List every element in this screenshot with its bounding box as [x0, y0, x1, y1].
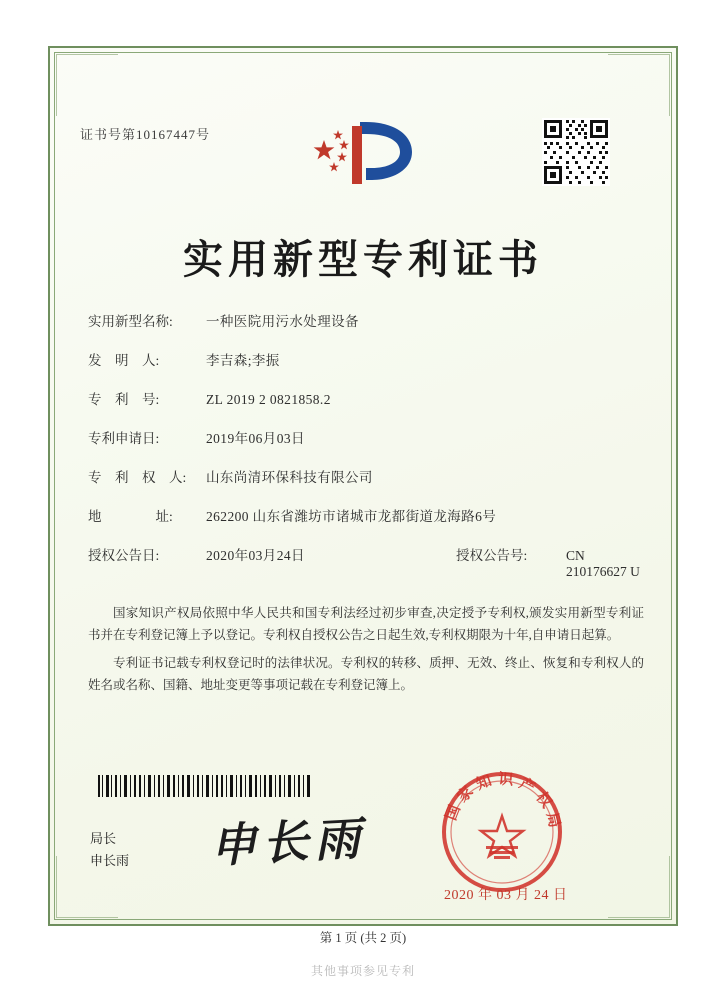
label-invention-name: 实用新型名称:	[88, 314, 173, 329]
field-row-patent-number	[88, 388, 648, 408]
legal-paragraph-2: 专利证书记载专利权登记时的法律状况。专利权的转移、质押、无效、终止、恢复和专利权人的姓名或名称、国籍、地址变更等事项记载在专利登记簿上。	[88, 656, 644, 692]
label-patent-number: 专 利 号:	[88, 392, 160, 407]
footer-note: 其他事项参见专利	[310, 964, 415, 978]
corner-ornament-top-right	[608, 54, 670, 116]
corner-ornament-bottom-right	[608, 856, 670, 918]
value-grant-number: CN 210176627 U	[566, 548, 640, 579]
legal-body-text	[88, 602, 644, 702]
qr-code-icon	[542, 118, 610, 186]
label-application-date: 专利申请日:	[88, 431, 160, 446]
page-title: 实用新型专利证书	[183, 236, 543, 283]
signature-role-label: 局长	[90, 831, 117, 846]
value-patentee: 山东尚清环保科技有限公司	[206, 470, 373, 485]
page-number: 第 1 页 (共 2 页)	[319, 931, 407, 945]
field-row-invention-name	[88, 310, 648, 330]
value-invention-name: 一种医院用污水处理设备	[206, 314, 359, 329]
field-list	[88, 310, 648, 599]
label-grant-number: 授权公告号:	[456, 548, 528, 563]
value-address: 262200 山东省潍坊市诸城市龙都街道龙海路6号	[206, 509, 497, 524]
value-inventor: 李吉森;李振	[206, 353, 280, 368]
cnipa-logo-icon	[300, 118, 420, 190]
legal-paragraph-1: 国家知识产权局依照中华人民共和国专利法经过初步审查,决定授予专利权,颁发实用新型专利证书并在专利登记簿上予以登记。专利权自授权公告之日起生效,专利权期限为十年,自申请日起算。	[88, 606, 644, 642]
official-seal-icon	[432, 762, 572, 902]
value-patent-number: ZL 2019 2 0821858.2	[206, 392, 331, 407]
field-row-inventor	[88, 349, 648, 369]
certificate-number: 证书号第10167447号	[80, 127, 211, 142]
label-inventor: 发 明 人:	[88, 353, 160, 368]
field-row-grant-announcement	[88, 544, 648, 580]
signature-labels	[90, 828, 129, 872]
label-patentee: 专 利 权 人:	[88, 470, 187, 485]
value-application-date: 2019年06月03日	[206, 431, 305, 446]
field-row-patentee	[88, 466, 648, 486]
label-address: 地 址:	[88, 509, 173, 524]
value-grant-date: 2020年03月24日	[206, 548, 305, 563]
seal-date: 2020 年 03 月 24 日	[444, 888, 568, 903]
handwritten-signature: 申长雨	[208, 810, 368, 874]
signature-name-label: 申长雨	[90, 853, 130, 868]
barcode-icon	[98, 775, 313, 797]
label-grant-date: 授权公告日:	[88, 548, 160, 563]
field-row-address	[88, 505, 648, 525]
field-row-application-date	[88, 427, 648, 447]
corner-ornament-top-left	[56, 54, 118, 116]
svg-text:国 家 知 识 产 权 局: 国 家 知 识 产 权 局	[441, 769, 565, 830]
